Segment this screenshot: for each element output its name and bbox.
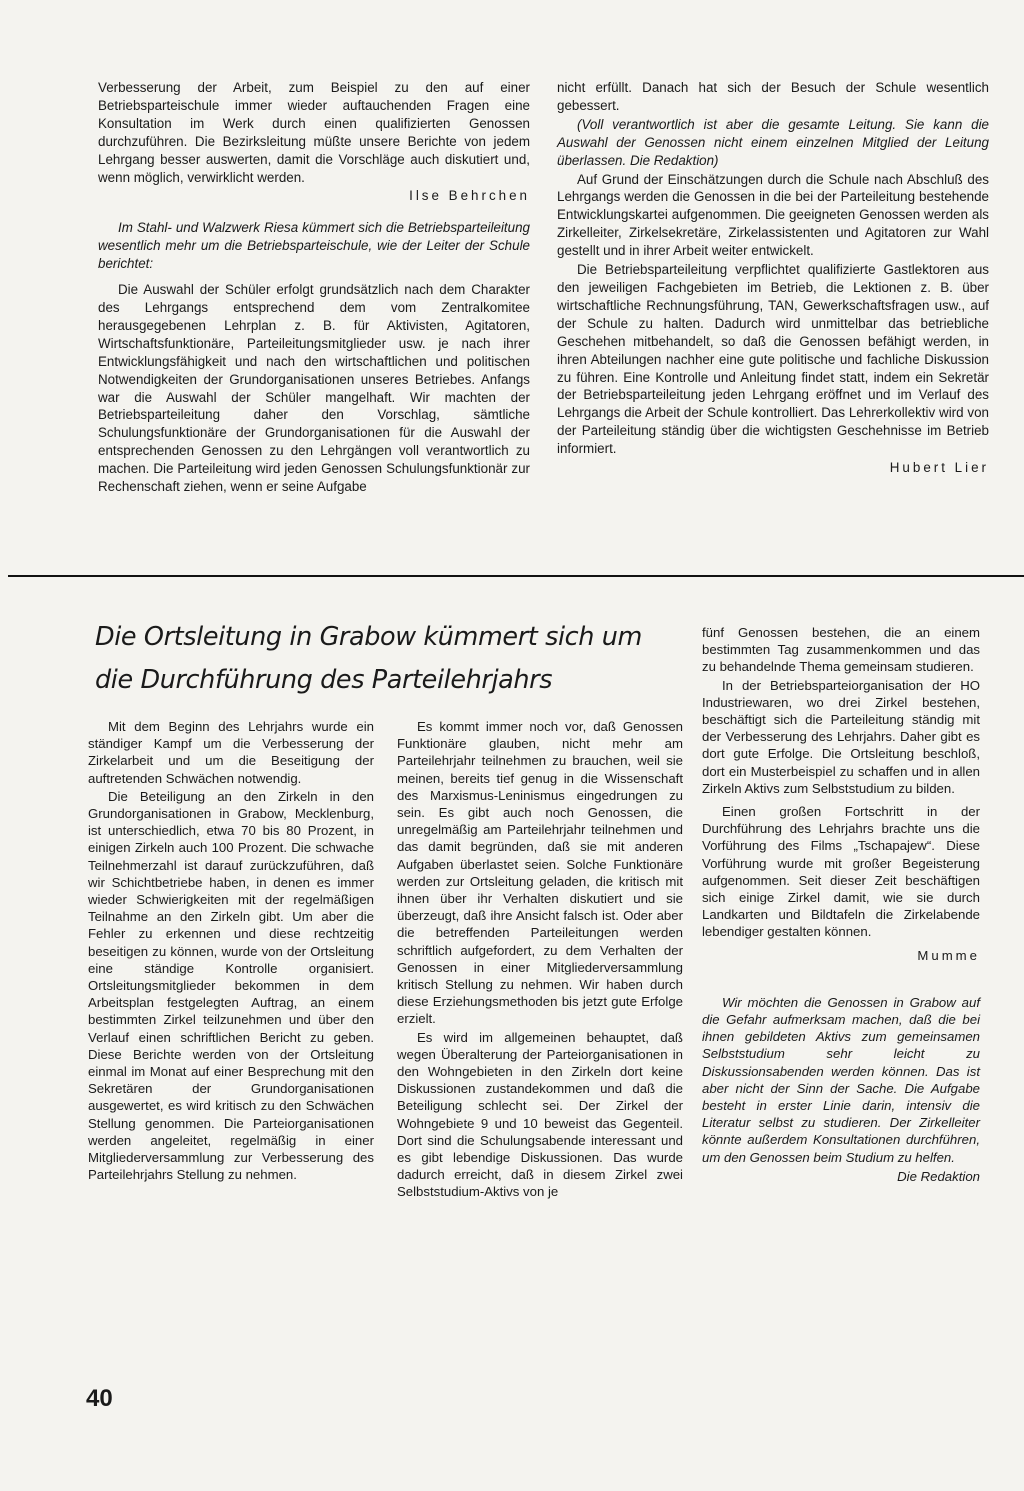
top-right-paragraph-4: Die Betriebsparteileitung verpflichtet qualifizierte Gastlektoren aus den jeweiligen Fachgebieten im Betrieb, die Lektionen z. B. über wirtschaftliche Rechnungsführung, TAN, Gewerkschaftsfragen usw., auf der Schule zu halten. Dadurch wird unmittelbar das betriebliche Geschehen mitbehandelt, so daß die Genossen befähigt werden, in ihren Abteilungen nachher eine gute politische und fachliche Diskussion zu führen. Eine Kontrolle und Anleitung findet statt, indem ein Sekretär der Betriebsparteileitung jeden Lehrgang eröffnet und im Verlauf des Lehrgangs die Arbeit der Schule kontrolliert. Das Lehrerkollektiv wird von der Parteileitung ständig über die wichtigsten Geschehnisse im Betrieb informiert. [557,262,989,457]
page-number: 40 [86,1385,113,1412]
signature-ilse-behrchen: Ilse Behrchen [409,188,530,204]
article-column-2 [397,718,683,1201]
article-column-1 [88,718,374,1183]
article-col1-paragraph-2: Die Beteiligung an den Zirkeln in den Grundorganisationen in Grabow, Mecklenburg, ist unterschiedlich, etwa 70 bis 80 Prozent, in einigen Zirkeln auch 100 Prozent. Die schwache Teilnehmerzahl ist darauf zurückzuführen, daß wir Schichtbetriebe haben, in denen es immer wieder Schwierigkeiten mit der regelmäßigen Teilnahme an den Zirkeln gibt. Um aber die Fehler zu erkennen und diese rechtzeitig beseitigen zu können, wurde von der Ortsleitung eine ständige Kontrolle organisiert. Ortsleitungsmitglieder bekommen in dem Arbeitsplan festgelegten Auftrag, an einem bestimmten Zirkel teilzunehmen und über den Verlauf einen schriftlichen Bericht zu geben. Diese Berichte werden von der Ortsleitung einmal im Monat auf einer Besprechung mit den Sekretären der Grundorganisationen ausgewertet, es wird kritisch zu den Schwächen Stellung genommen. Die Parteiorganisationen werden angeleitet, regelmäßig in einer Mitgliederversammlung zur Verbesserung des Parteilehrjahrs Stellung zu nehmen. [88,788,374,1183]
article-col3-paragraph-2: In der Betriebsparteiorganisation der HO Industriewaren, wo drei Zirkel bestehen, beschäftigt sich die Parteileitung ständig mit der Verbesserung des Lehrjahrs. Daher gibt es dort gute Erfolge. Die Ortsleitung beschloß, dort ein Musterbeispiel zu schaffen und in allen Zirkeln Aktivs zum Selbststudium zu bilden. [702,677,980,796]
editorial-remark: (Voll verantwortlich ist aber die gesamte Leitung. Sie kann die Auswahl der Genossen nicht einem einzelnen Mitglied der Leitung überlassen. Die Redaktion) [557,116,989,168]
article-col1-paragraph-1: Mit dem Beginn des Lehrjahrs wurde ein ständiger Kampf um die Verbesserung der Zirkelarbeit und um die Beseitigung der auftretenden Schwächen notwendig. [88,719,374,786]
article-col2-paragraph-1: Es kommt immer noch vor, daß Genossen Funktionäre glauben, nicht mehr am Parteilehrjahr teilnehmen zu brauchen, weil sie meinen, bereits tief genug in die Wissenschaft des Marxismus-Leninismus eingedrungen zu sein. Es gibt auch noch Genossen, die unregelmäßig am Parteilehrjahr teilnehmen und das damit begründen, daß sie mit anderen Aufgaben überlastet seien. Solche Funktionäre werden zur Ortsleitung geladen, die kritisch mit ihnen über ihr Verhalten diskutiert und sie überzeugt, daß ihre Ansicht falsch ist. Oder aber die betreffenden Parteileitungen werden schriftlich aufgefordert, zu dem Verhalten der Genossen in einer Mitgliederversammlung kritisch Stellung zu nehmen. Wir haben durch diese Erziehungsmethoden bis jetzt gute Erfolge erzielt. [397,719,683,1027]
top-right-paragraph-3: Auf Grund der Einschätzungen durch die Schule nach Abschluß des Lehrgangs werden die Genossen in die bei der Parteileitung bestehende Entwicklungskartei aufgenommen. Die geeigneten Genossen werden als Zirkelleiter, Zirkelsekretäre, Zirkelassistenten und Agitatoren zur Wahl gestellt und in ihrer Arbeit weiter entwickelt. [557,171,989,259]
editorial-note: Wir möchten die Genossen in Grabow auf die Gefahr aufmerksam machen, daß die bei ihnen gebildeten Aktivs zum gemeinsamen Selbststudium sehr leicht zu Diskussionsabenden werden können. Das ist aber nicht der Sinn der Sache. Die Aufgabe besteht in erster Linie darin, intensiv die Literatur selbst zu studieren. Der Zirkelleiter könnte außerdem Konsultationen durchführen, um den Genossen beim Studium zu helfen. [702,994,980,1165]
top-right-column [557,79,989,477]
article-headline: Die Ortsleitung in Grabow kümmert sich um die Durchführung des Parteilehrjahrs [95,622,642,695]
article-col2-paragraph-2: Es wird im allgemeinen behauptet, daß wegen Überalterung der Parteiorganisationen in den Wohngebieten in den Zirkeln dort keine Diskussionen zustandekommen und daß die Beteiligung schlecht sei. Der Zirkel der Wohngebiete 9 und 10 beweist das Gegenteil. Dort sind die Schulungsabende interessant und es gibt lebendige Diskussionen. Das wurde dadurch erreicht, daß in diesem Zirkel zwei Selbststudium-Aktivs von je [397,1029,683,1200]
top-left-paragraph-1: Verbesserung der Arbeit, zum Beispiel zu den auf einer Betriebsparteischule immer wieder auftauchenden Fragen eine Konsultation im Werk durch einen qualifizierten Genossen durchzuführen. Die Bezirksleitung müßte unsere Berichte von jedem Lehrgang besser auswerten, damit die Vorschläge auch diskutiert und, wenn möglich, verwirklicht werden. [98,80,530,185]
signature-mumme: Mumme [917,947,980,963]
section-divider [8,575,1024,577]
editorial-intro: Im Stahl- und Walzwerk Riesa kümmert sich die Betriebsparteileitung wesentlich mehr um die Betriebsparteischule, wie der Leiter der Schule berichtet: [98,220,530,272]
editorial-note-signature: Die Redaktion [897,1168,980,1184]
signature-hubert-lier: Hubert Lier [889,460,989,476]
top-right-paragraph-1: nicht erfüllt. Danach hat sich der Besuch der Schule wesentlich gebessert. [557,80,989,113]
article-col3-paragraph-1: fünf Genossen bestehen, die an einem bestimmten Tag zusammenkommen und das zu behandelnde Thema gemeinsam studieren. [702,625,980,675]
article-column-3 [702,624,980,1185]
article-col3-paragraph-3: Einen großen Fortschritt in der Durchführung des Lehrjahrs brachte uns die Vorführung des Films „Tschapajew“. Diese Vorführung wurde mit großer Begeisterung aufgenommen. Seit dieser Zeit beschäftigen sich einige Zirkel damit, wie sie durch Landkarten und Bildtafeln die Zirkelabende lebendiger gestalten können. [702,804,980,940]
top-left-paragraph-2: Die Auswahl der Schüler erfolgt grundsätzlich nach dem Charakter des Lehrgangs entsprechend dem vom Zentralkomitee herausgegebenen Lehrplan z. B. für Aktivisten, Agitatoren, Wirtschaftsfunktionäre, Parteileitungsmitglieder usw. je nach ihrer Entwicklungsfähigkeit und nach den wirtschaftlichen und politischen Notwendigkeiten der Grundorganisationen unseres Betriebes. Anfangs war die Auswahl der Schüler mangelhaft. Wir machten der Betriebsparteileitung daher den Vorschlag, sämtliche Schulungsfunktionäre der Grundorganisationen für die Auswahl der entsprechenden Genossen zu den Lehrgängen voll verantwortlich zu machen. Die Parteileitung wird jeden Genossen Schulungsfunktionär zur Rechenschaft ziehen, wenn er seine Aufgabe [98,282,530,495]
top-left-column [98,79,530,496]
